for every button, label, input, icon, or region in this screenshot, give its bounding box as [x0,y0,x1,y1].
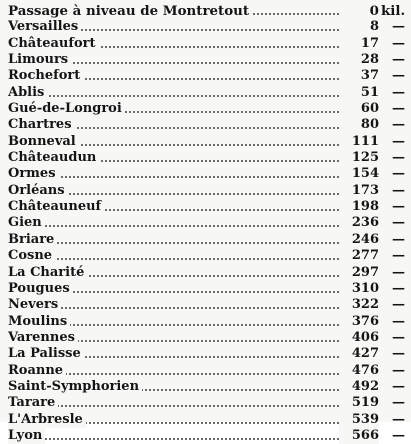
table-row [8,52,405,68]
table-row [8,19,405,35]
place-name: Bonneval [8,134,79,150]
dot-leader [8,438,347,440]
header-row [8,3,405,19]
distance-value: 519 [339,395,379,411]
place-name: L'Arbresle [8,412,86,428]
distance-value: 111 [339,134,379,150]
place-name: La Charité [8,265,87,281]
header-unit: kil. [381,3,406,19]
dash-mark: — [392,362,405,378]
distance-value: 28 [339,52,379,68]
dash-mark: — [392,231,405,247]
table-row [8,281,405,297]
distance-value: 539 [339,412,379,428]
place-name: Gien [8,215,45,231]
table-row [8,248,405,264]
place-name: Nevers [8,297,61,313]
distance-value: 173 [339,183,379,199]
dash-mark: — [392,297,405,313]
dash-mark: — [392,215,405,231]
table-row [8,379,405,395]
table-row [8,346,405,362]
distance-value: 297 [339,265,379,281]
dash-mark: — [392,52,405,68]
distance-value: 51 [339,85,379,101]
dash-mark: — [392,329,405,345]
table-row [8,314,405,330]
dash-mark: — [392,68,405,84]
distance-value: 125 [339,150,379,166]
dot-leader [8,95,347,97]
distance-table [8,3,405,444]
place-name: Châteauneuf [8,199,104,215]
dash-mark: — [392,313,405,329]
distance-value: 154 [339,166,379,182]
distance-value: 406 [339,330,379,346]
table-row [8,68,405,84]
distance-value: 8 [339,19,379,35]
dot-leader [8,225,347,227]
dash-mark: — [392,117,405,133]
place-name: Cosne [8,248,55,264]
distance-value: 17 [339,36,379,52]
place-name: Briare [8,232,57,248]
place-name: Tarare [8,395,58,411]
distance-value: 492 [339,379,379,395]
distance-value: 427 [339,346,379,362]
place-name: Orléans [8,183,68,199]
place-name: Ablis [8,85,47,101]
place-name: Saint-Symphorien [8,379,142,395]
table-row [8,183,405,199]
header-distance: 0 [339,3,379,19]
dash-mark: — [392,395,405,411]
dash-mark: — [392,84,405,100]
table-row [8,265,405,281]
table-row [8,85,405,101]
dash-mark: — [392,35,405,51]
table-row [8,199,405,215]
place-name: Limours [8,52,71,68]
distance-value: 376 [339,314,379,330]
dash-mark: — [392,133,405,149]
distance-value: 310 [339,281,379,297]
table-row [8,150,405,166]
dash-mark: — [392,101,405,117]
distance-value: 37 [339,68,379,84]
dot-leader [8,242,347,244]
dash-mark: — [392,199,405,215]
table-row [8,117,405,133]
distance-value: 476 [339,363,379,379]
table-row [8,363,405,379]
place-name: Roanne [8,363,66,379]
distance-value: 60 [339,101,379,117]
distance-value: 80 [339,117,379,133]
dash-mark: — [392,378,405,394]
dash-mark: — [392,150,405,166]
dash-mark: — [392,427,405,443]
place-name: Varennes [8,330,78,346]
dash-mark: — [392,280,405,296]
dash-mark: — [392,248,405,264]
place-name: La Palisse [8,346,84,362]
table-row [8,215,405,231]
table-row [8,101,405,117]
table-row [8,428,405,444]
place-name: Rochefort [8,68,83,84]
dash-mark: — [392,346,405,362]
table-row [8,297,405,313]
distance-value: 246 [339,232,379,248]
header-place: Passage à niveau de Montretout [8,3,252,19]
dash-mark: — [392,182,405,198]
place-name: Chartres [8,117,75,133]
distance-value: 277 [339,248,379,264]
place-name: Lyon [8,428,45,444]
place-name: Moulins [8,314,70,330]
table-row [8,395,405,411]
place-name: Pougues [8,281,73,297]
dot-leader [8,258,347,260]
distance-value: 322 [339,297,379,313]
dot-leader [8,405,347,407]
dash-mark: — [392,166,405,182]
distance-value: 566 [339,428,379,444]
dot-leader [8,176,347,178]
distance-value: 198 [339,199,379,215]
table-row [8,412,405,428]
place-name: Versailles [8,19,81,35]
table-row [8,232,405,248]
place-name: Châteaufort [8,36,99,52]
dash-mark: — [392,411,405,427]
dash-mark: — [392,19,405,35]
place-name: Ormes [8,166,59,182]
table-row [8,36,405,52]
distance-value: 236 [339,215,379,231]
place-name: Gué-de-Longroi [8,101,125,117]
route-rows [8,19,405,444]
table-row [8,330,405,346]
table-row [8,166,405,182]
table-row [8,134,405,150]
place-name: Châteaudun [8,150,99,166]
dash-mark: — [392,264,405,280]
